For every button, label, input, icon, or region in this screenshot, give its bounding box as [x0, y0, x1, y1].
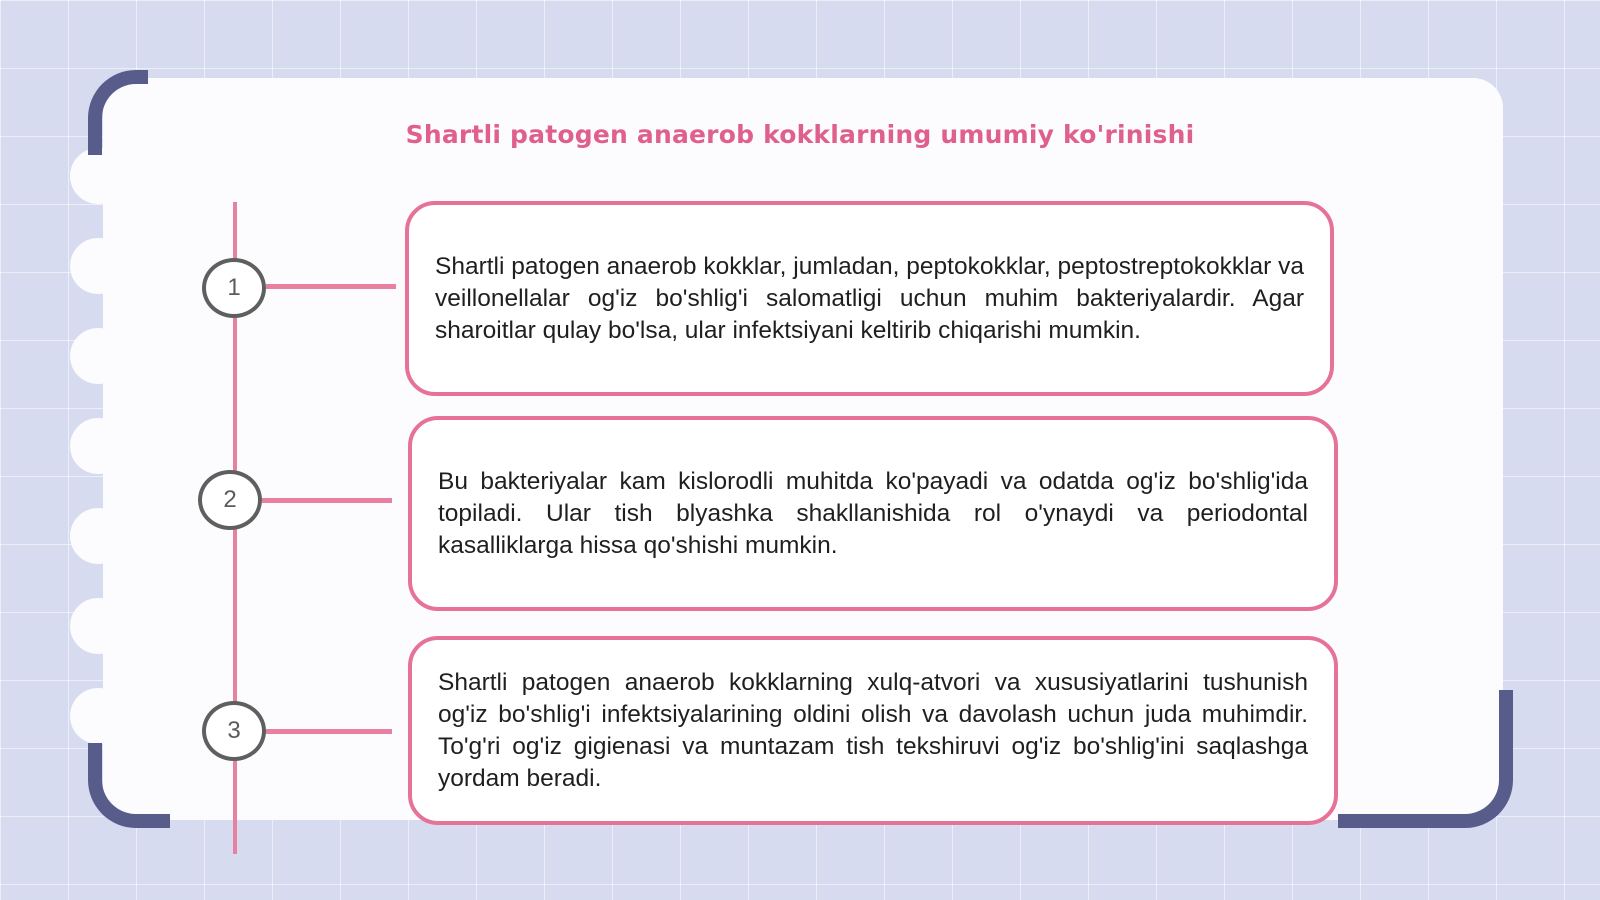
step-number-3: 3: [202, 701, 266, 761]
step-box-3: [408, 636, 1338, 825]
slide-title: Shartli patogen anaerob kokklarning umumiy ko'rinishi: [405, 120, 1195, 149]
step-text-3: Shartli patogen anaerob kokklarning xulq-atvori va xususiyatlarini tushunish og'iz bo'shlig'i infektsiyalarining oldini olish va davolash uchun juda muhimdir. To'g'ri og'iz gigienasi va muntazam tish tekshiruvi og'iz bo'shlig'ini saqlashga yordam beradi.: [438, 668, 1308, 792]
scallop-decoration: [70, 418, 126, 474]
timeline-connector: [266, 284, 396, 289]
scallop-decoration: [70, 508, 126, 564]
scallop-decoration: [70, 148, 126, 204]
timeline-connector: [266, 729, 392, 734]
scallop-decoration: [70, 598, 126, 654]
step-text-2: Bu bakteriyalar kam kislorodli muhitda ko'payadi va odatda og'iz bo'shlig'ida topiladi. Ular tish blyashka shakllanishida rol o'ynaydi va periodontal kasalliklarga hissa qo'shishi mumkin.: [438, 467, 1308, 559]
step-box-2: [408, 416, 1338, 611]
corner-bracket-bottom-right: [1338, 690, 1513, 828]
corner-bracket-bottom-left: [88, 743, 170, 828]
scallop-decoration: [70, 238, 126, 294]
scallop-decoration: [70, 328, 126, 384]
step-number-2: 2: [198, 470, 262, 530]
timeline-connector: [262, 498, 392, 503]
scallop-decoration: [70, 688, 126, 744]
step-number-1: 1: [202, 258, 266, 318]
step-text-1: Shartli patogen anaerob kokklar, jumladan, peptokokklar, peptostreptokokklar va veillonellalar og'iz bo'shlig'i salomatligi uchun muhim bakteriyalardir. Agar sharoitlar qulay bo'lsa, ular infektsiyani keltirib chiqarishi mumkin.: [435, 252, 1304, 344]
step-box-1: [405, 201, 1334, 396]
